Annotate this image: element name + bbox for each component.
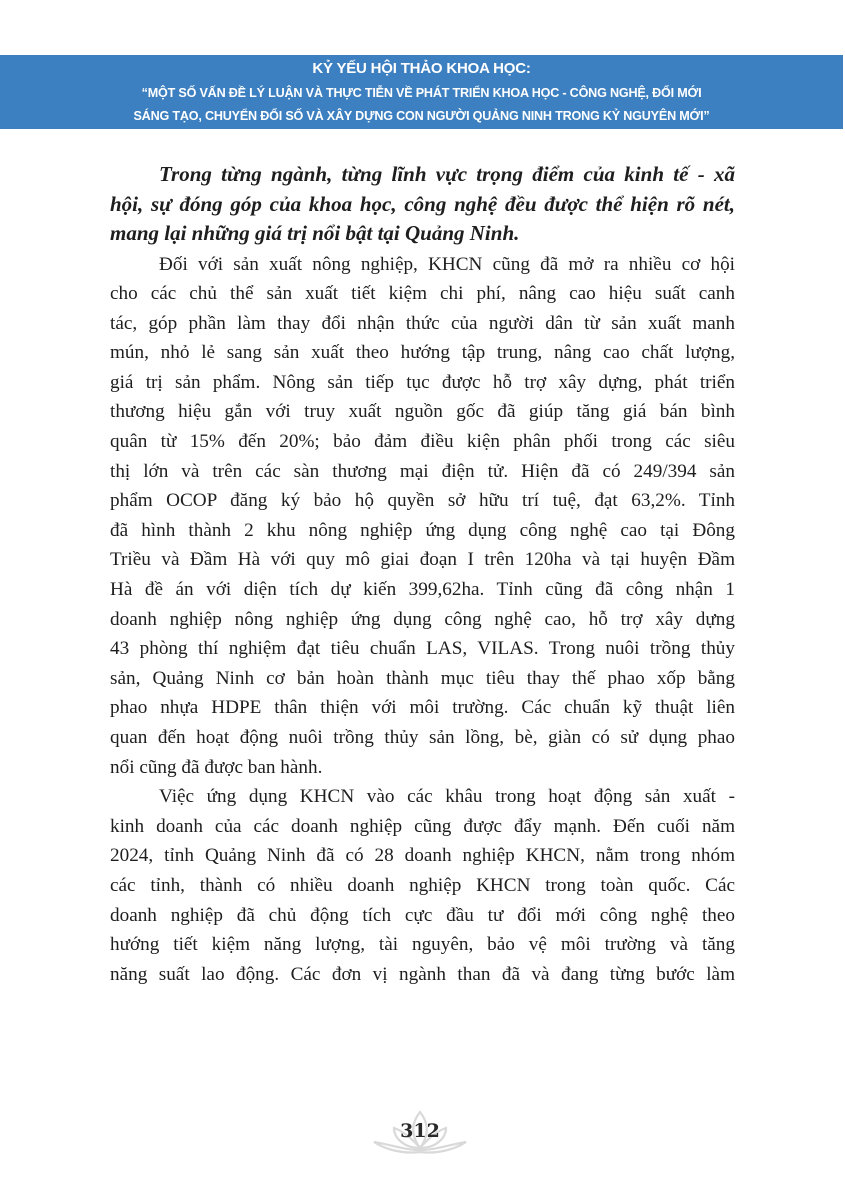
body-line: giá trị sản phẩm. Nông sản tiếp tục được hỗ trợ xây dựng, phát triển — [110, 371, 735, 393]
lead-paragraph — [110, 160, 735, 249]
body-line: năng suất lao động. Các đơn vị ngành than đã và đang từng bước làm — [110, 963, 735, 985]
paragraph-enterprises — [110, 782, 735, 989]
page-footer — [370, 1108, 470, 1158]
header-title: KỶ YẾU HỘI THẢO KHOA HỌC: — [312, 60, 531, 77]
header-subtitle-line-2: SÁNG TẠO, CHUYỂN ĐỔI SỐ VÀ XÂY DỰNG CON NGƯỜI QUẢNG NINH TRONG KỶ NGUYÊN MỚI” — [133, 109, 710, 123]
lead-line: hội, sự đóng góp của khoa học, công nghệ đều được thể hiện rõ nét, — [110, 191, 735, 216]
body-line: 43 phòng thí nghiệm đạt tiêu chuẩn LAS, VILAS. Trong nuôi trồng thủy — [110, 638, 735, 660]
body-line: đã hình thành 2 khu nông nghiệp ứng dụng công nghệ cao tại Đông — [110, 519, 735, 541]
body-line: 2024, tỉnh Quảng Ninh đã có 28 doanh nghiệp KHCN, nằm trong nhóm — [110, 845, 735, 867]
body-line: kinh doanh của các doanh nghiệp cũng được đẩy mạnh. Đến cuối năm — [110, 815, 735, 837]
body-line: thị lớn và trên các sàn thương mại điện tử. Hiện đã có 249/394 sản — [110, 460, 735, 482]
body-line: nổi cũng đã được ban hành. — [110, 756, 323, 778]
body-line: các tỉnh, thành có nhiều doanh nghiệp KHCN trong toàn quốc. Các — [110, 874, 735, 896]
page-number: 312 — [400, 1120, 440, 1142]
body-line: Việc ứng dụng KHCN vào các khâu trong hoạt động sản xuất - — [159, 786, 735, 808]
paragraph-agriculture — [110, 250, 735, 783]
body-line: Đối với sản xuất nông nghiệp, KHCN cũng đã mở ra nhiều cơ hội — [159, 253, 735, 275]
lead-line: mang lại những giá trị nổi bật tại Quảng Ninh. — [110, 221, 520, 245]
body-line: quan đến hoạt động nuôi trồng thủy sản lồng, bè, giàn có sử dụng phao — [110, 727, 735, 748]
header-subtitle-line-1: “MỘT SỐ VẤN ĐỀ LÝ LUẬN VÀ THỰC TIỄN VỀ PHÁT TRIỂN KHOA HỌC - CÔNG NGHỆ, ĐỔI MỚI — [141, 86, 702, 100]
body-line: cho các chủ thể sản xuất tiết kiệm chi phí, nâng cao hiệu suất canh — [110, 283, 735, 305]
article-body — [110, 160, 735, 989]
lead-line: Trong từng ngành, từng lĩnh vực trọng điểm của kinh tế - xã — [159, 162, 735, 186]
body-line: hướng tiết kiệm năng lượng, tài nguyên, bảo vệ môi trường và tăng — [110, 934, 735, 956]
body-line: tác, góp phần làm thay đổi nhận thức của người dân từ sản xuất manh — [110, 312, 735, 334]
body-line: phao nhựa HDPE thân thiện với môi trường. Các chuẩn kỹ thuật liên — [110, 697, 735, 719]
body-line: sản, Quảng Ninh cơ bản hoàn thành mục tiêu thay thế phao xốp bằng — [110, 667, 735, 689]
body-line: doanh nghiệp đã chủ động tích cực đầu tư đổi mới công nghệ theo — [110, 904, 735, 926]
body-line: Triều và Đầm Hà với quy mô giai đoạn I trên 120ha và tại huyện Đầm — [110, 549, 735, 571]
body-line: phẩm OCOP đăng ký bảo hộ quyền sở hữu trí tuệ, đạt 63,2%. Tỉnh — [110, 490, 735, 512]
body-line: doanh nghiệp nông nghiệp ứng dụng công nghệ cao, hỗ trợ xây dựng — [110, 608, 735, 630]
body-line: thương hiệu gắn với truy xuất nguồn gốc đã giúp tăng giá bán bình — [110, 401, 735, 423]
body-line: quân từ 15% đến 20%; bảo đảm điều kiện phân phối trong các siêu — [110, 431, 735, 453]
body-line: mún, nhỏ lẻ sang sản xuất theo hướng tập trung, nâng cao chất lượng, — [110, 342, 735, 364]
body-line: Hà đề án với diện tích dự kiến 399,62ha. Tỉnh cũng đã công nhận 1 — [110, 579, 735, 601]
header-banner — [0, 55, 843, 129]
